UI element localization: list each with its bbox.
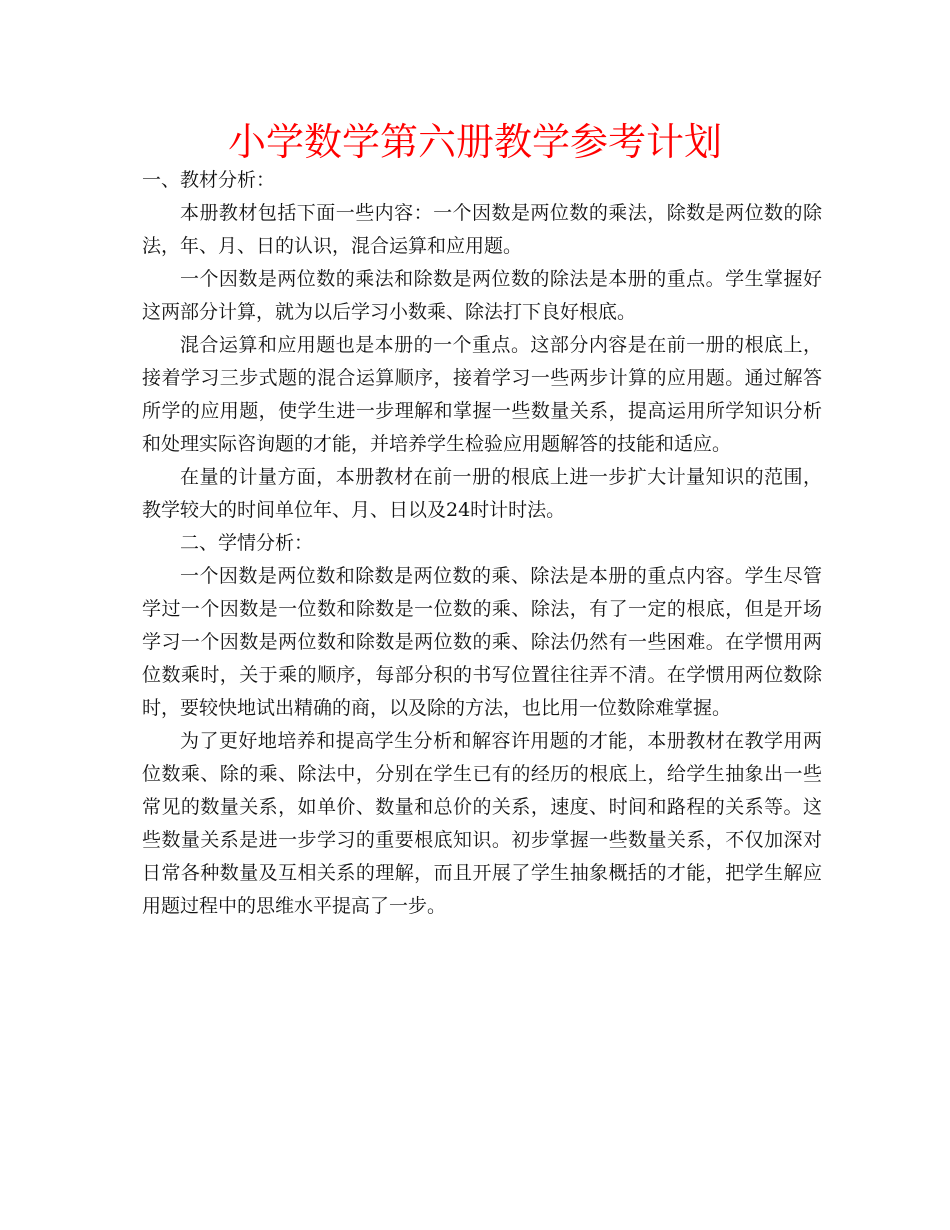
paragraph: 为了更好地培养和提高学生分析和解容许用题的才能，本册教材在教学用两位数乘、除的乘、除法中，分别在学生已有的经历的根底上，给学生抽象出一些常见的数量关系，如单价、数量和总价的关系，速度、时间和路程的关系等。这些数量关系是进一步学习的重要根底知识。初步掌握一些数量关系，不仅加深对日常各种数量及互相关系的理解，而且开展了学生抽象概括的才能，把学生解应用题过程中的思维水平提高了一步。 <box>142 730 822 917</box>
paragraph: 混合运算和应用题也是本册的一个重点。这部分内容是在前一册的根底上，接着学习三步式题的混合运算顺序，接着学习一些两步计算的应用题。通过解答所学的应用题，使学生进一步理解和掌握一些数量关系，提高运用所学知识分析和处理实际咨询题的才能，并培养学生检验应用题解答的技能和适应。 <box>142 334 822 455</box>
section-heading-student-analysis: 二、学情分析： <box>180 532 314 554</box>
paragraph: 一个因数是两位数的乘法和除数是两位数的除法是本册的重点。学生掌握好这两部分计算，就为以后学习小数乘、除法打下良好根底。 <box>142 268 822 323</box>
section-heading-textbook-analysis: 一、教材分析： <box>142 169 276 191</box>
document-body <box>142 164 822 923</box>
paragraph: 在量的计量方面，本册教材在前一册的根底上进一步扩大计量知识的范围，教学较大的时间单位年、月、日以及24时计时法。 <box>142 466 822 521</box>
paragraph: 一个因数是两位数和除数是两位数的乘、除法是本册的重点内容。学生尽管学过一个因数是一位数和除数是一位数的乘、除法，有了一定的根底，但是开场学习一个因数是两位数和除数是两位数的乘、除法仍然有一些困难。在学惯用两位数乘时，关于乘的顺序，每部分积的书写位置往往弄不清。在学惯用两位数除时，要较快地试出精确的商，以及除的方法，也比用一位数除难掌握。 <box>142 565 822 719</box>
document-title: 小学数学第六册教学参考计划 <box>227 120 722 164</box>
paragraph: 本册教材包括下面一些内容：一个因数是两位数的乘法，除数是两位数的除法，年、月、日的认识，混合运算和应用题。 <box>142 202 822 257</box>
